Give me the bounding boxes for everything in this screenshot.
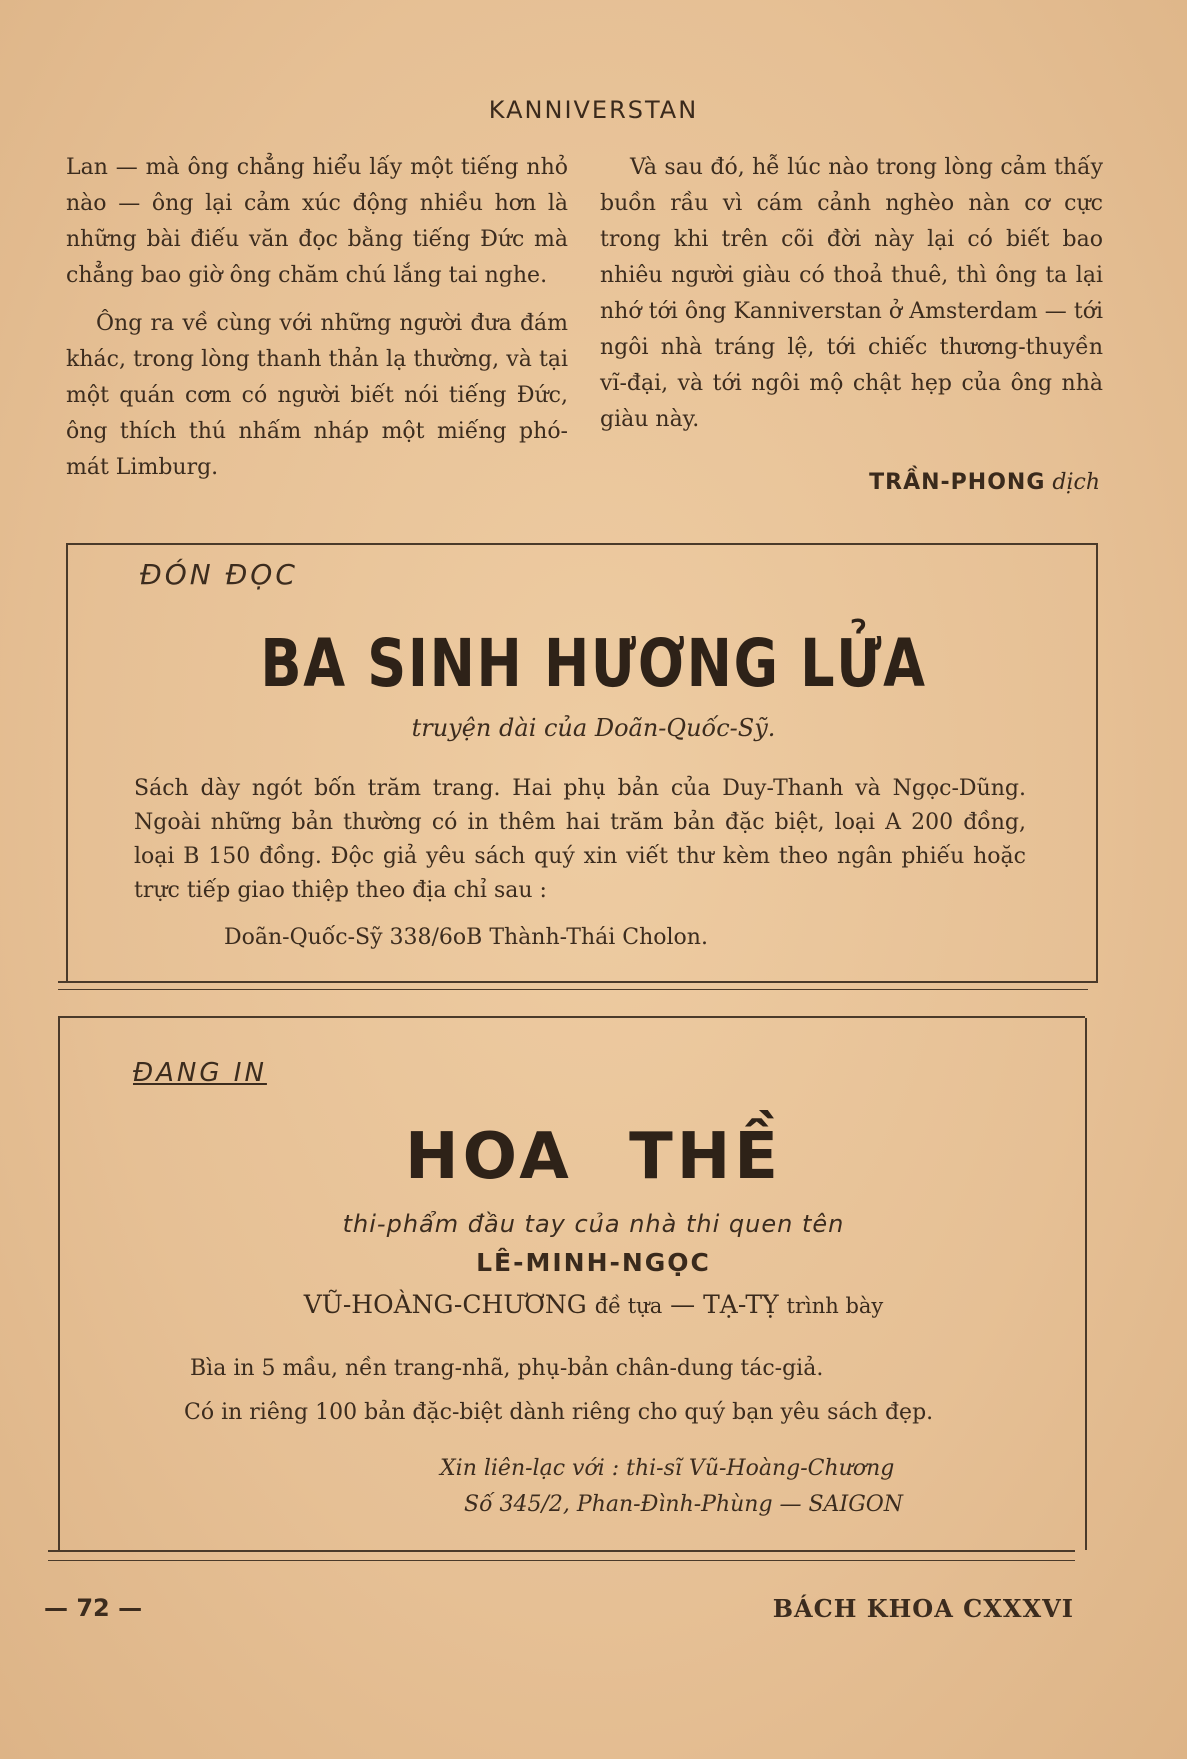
- ad2-credit-preface-author: VŨ-HOÀNG-CHƯƠNG: [303, 1290, 587, 1319]
- page-number: — 72 —: [44, 1594, 143, 1622]
- ad2-credit-preface-label: đề tựa: [594, 1294, 663, 1318]
- ad2-credit-separator: —: [670, 1290, 696, 1319]
- ad2-line2: Có in riêng 100 bản đặc-biệt dành riêng cho quý bạn yêu sách đẹp.: [184, 1400, 934, 1425]
- ad1-bottom-rule: [58, 981, 1098, 983]
- article-paragraph: Lan — mà ông chẳng hiểu lấy một tiếng nhỏ nào — ông lại cảm xúc động nhiều hơn là những bài điếu văn đọc bằng tiếng Đức mà chẳng bao giờ ông chăm chú lắng tai nghe.: [66, 155, 568, 288]
- ad2-credits: [0, 1290, 1187, 1319]
- ad2-label: ĐANG IN: [133, 1058, 267, 1088]
- ad2-contact1: Xin liên-lạc với : thi-sĩ Vũ-Hoàng-Chương: [440, 1456, 895, 1481]
- ad1-address: Doãn-Quốc-Sỹ 338/6oB Thành-Thái Cholon.: [224, 925, 708, 950]
- translator-credit: [600, 470, 1100, 495]
- article-paragraph: Ông ra về cùng với những người đưa đám khác, trong lòng thanh thản lạ thường, và tại một quán cơm có người biết nói tiếng Đức, ông thích thú nhấm nháp một miếng phó-mát Limburg.: [66, 311, 568, 480]
- ad2-line1: Bìa in 5 mầu, nền trang-nhã, phụ-bản chân-dung tác-giả.: [190, 1356, 824, 1381]
- ad2-author: LÊ-MINH-NGỌC: [476, 1248, 711, 1277]
- ad2-contact2: Số 345/2, Phan-Đình-Phùng — SAIGON: [464, 1492, 904, 1517]
- ad1-body: Sách dày ngót bốn trăm trang. Hai phụ bản của Duy-Thanh và Ngọc-Dũng. Ngoài những bản thường có in thêm hai trăm bản đặc biệt, loại A 200 đồng, loại B 150 đồng. Độc giả yêu sách quý xin viết thư kèm theo ngân phiếu hoặc trực tiếp giao thiệp theo địa chỉ sau :: [134, 776, 1026, 903]
- ad1-box: [66, 545, 1098, 981]
- ad1-subtitle: truyện dài của Doãn-Quốc-Sỹ.: [411, 714, 776, 742]
- ad2-bottom-rule-2: [48, 1560, 1075, 1561]
- ad1-bottom-rule-2: [58, 989, 1088, 990]
- issue-label: BÁCH KHOA CXXXVI: [772, 1594, 1074, 1623]
- ad2-bottom-rule: [48, 1550, 1075, 1552]
- ad2-title: HOA THỀ: [405, 1120, 782, 1194]
- article-right-column: [600, 150, 1103, 450]
- ad2-credit-designer: TẠ-TỴ: [703, 1290, 779, 1319]
- ad1-title: BA SINH HƯƠNG LỬA: [260, 625, 927, 702]
- running-header: KANNIVERSTAN: [488, 96, 699, 124]
- ad2-credit-designer-label: trình bày: [786, 1294, 884, 1318]
- translator-name: TRẦN-PHONG: [869, 470, 1046, 495]
- article-left-column: [66, 150, 568, 498]
- ad2-subtitle: thi-phẩm đầu tay của nhà thi quen tên: [342, 1210, 845, 1238]
- translator-role: dịch: [1052, 470, 1100, 495]
- ad1-label: ĐÓN ĐỌC: [140, 558, 298, 591]
- article-paragraph: Và sau đó, hễ lúc nào trong lòng cảm thấy buồn rầu vì cám cảnh nghèo nàn cơ cực trong khi trên cõi đời này lại có biết bao nhiêu người giàu có thoả thuê, thì ông ta lại nhớ tới ông Kanniverstan ở Amsterdam — tới ngôi nhà tráng lệ, tới chiếc thương-thuyền vĩ-đại, và tới ngôi mộ chật hẹp của ông nhà giàu này.: [600, 155, 1103, 432]
